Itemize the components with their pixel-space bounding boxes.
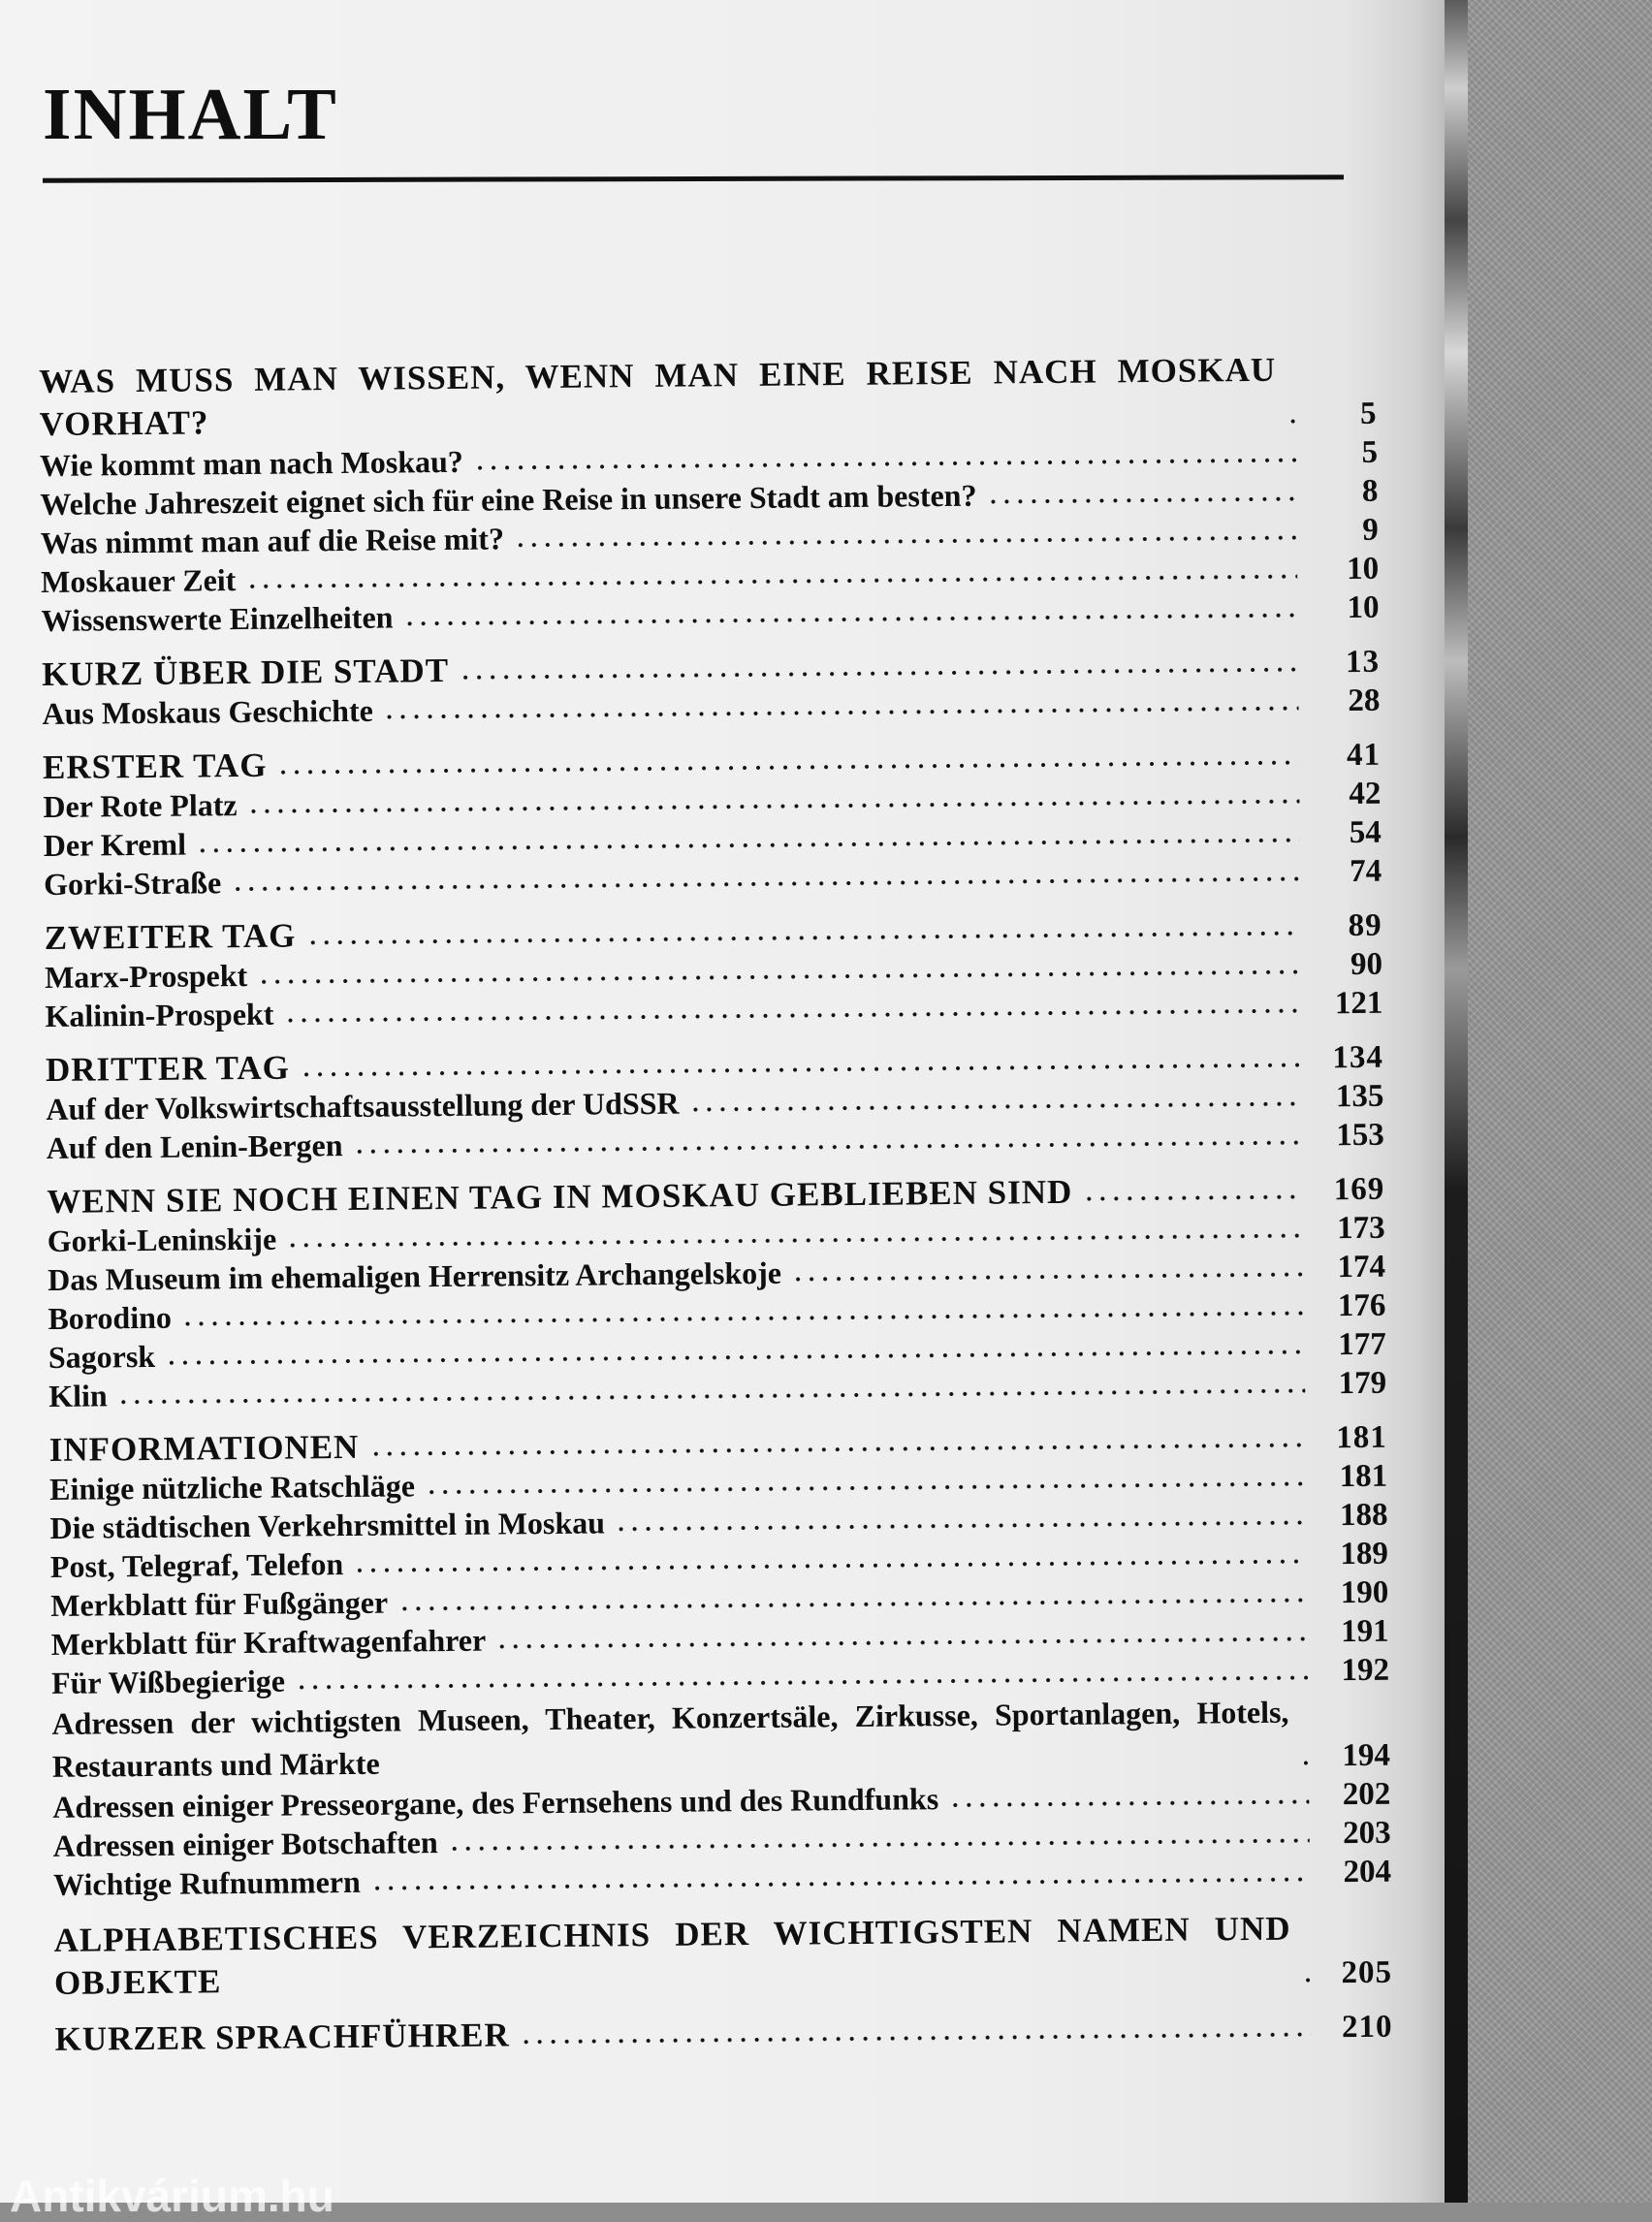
toc-entry-label: Merkblatt für Fußgänger xyxy=(50,1584,389,1623)
dot-leader xyxy=(295,1673,1308,1691)
toc-page-number: 89 xyxy=(1348,907,1382,944)
toc-page-number: 177 xyxy=(1338,1326,1386,1363)
toc-entry-label: INFORMATIONEN xyxy=(48,1427,360,1469)
dot-leader xyxy=(425,1480,1306,1497)
dot-leader xyxy=(689,1100,1303,1114)
toc-entry-label: Das Museum im ehemaligen Herrensitz Archangelskoje xyxy=(47,1254,782,1297)
toc-page-number: 13 xyxy=(1345,644,1381,681)
toc-page-number: 181 xyxy=(1336,1419,1387,1456)
dot-leader xyxy=(987,495,1297,506)
toc-entry-label: WAS MUSS MAN WISSEN, WENN MAN EINE REISE NACH MOSKAU VORHAT? xyxy=(39,350,1277,443)
dot-leader xyxy=(615,1519,1307,1534)
toc-entry-label: Die städtischen Verkehrsmittel in Moskau xyxy=(49,1505,606,1545)
table-of-contents xyxy=(39,348,1393,2059)
toc-entry-label: Der Rote Platz xyxy=(43,787,238,824)
toc-entry-label: Gorki-Leninskije xyxy=(47,1221,277,1258)
toc-page-number: 10 xyxy=(1346,551,1380,587)
toc-page-number: 121 xyxy=(1334,985,1383,1022)
toc-entry-label: ALPHABETISCHES VERZEICHNIS DER WICHTIGSTEN NAMEN UND OBJEKTE xyxy=(53,1909,1291,2002)
toc-page-number: 134 xyxy=(1332,1039,1384,1076)
toc-entry-label: Wie kommt man nach Moskau? xyxy=(39,443,463,483)
dot-leader xyxy=(353,1558,1307,1574)
toc-page-number: 181 xyxy=(1339,1458,1388,1495)
dot-leader xyxy=(520,2030,1312,2046)
toc-page-number: 203 xyxy=(1342,1815,1391,1852)
toc-entry-label: Gorki-Straße xyxy=(44,865,222,902)
dot-leader xyxy=(383,705,1299,721)
toc-page-number: 174 xyxy=(1337,1249,1386,1286)
toc-page-number: 179 xyxy=(1338,1365,1387,1402)
dot-leader xyxy=(495,1635,1308,1650)
dot-leader xyxy=(305,930,1300,947)
toc-entry-label: ZWEITER TAG xyxy=(44,916,297,957)
toc-entry-label: Welche Jahreszeit eignet sich für eine Reise in unsere Stadt am besten? xyxy=(40,477,977,522)
toc-page-number: 8 xyxy=(1361,473,1379,509)
dot-leader xyxy=(473,457,1296,472)
toc-entry-label: Moskauer Zeit xyxy=(41,562,237,599)
toc-entry-label: WENN SIE NOCH EINEN TAG IN MOSKAU GEBLIEBEN SIND xyxy=(47,1172,1073,1221)
dot-leader xyxy=(117,1387,1306,1407)
toc-page-number: 189 xyxy=(1340,1536,1389,1572)
toc-entry-label: Adressen einiger Presseorgane, des Fernsehens und des Rundfunks xyxy=(52,1781,939,1825)
dot-leader xyxy=(353,1139,1303,1156)
dot-leader xyxy=(196,837,1300,855)
dot-leader xyxy=(1287,418,1296,426)
dot-leader xyxy=(247,798,1300,815)
toc-entry-label: Klin xyxy=(48,1378,108,1413)
dot-leader xyxy=(1301,1976,1311,1984)
toc-page-number: 135 xyxy=(1335,1078,1384,1115)
dot-leader xyxy=(514,534,1297,550)
toc-page-number: 90 xyxy=(1350,946,1383,983)
dot-leader xyxy=(283,1007,1301,1025)
toc-entry-label: Adressen einiger Botschaften xyxy=(52,1825,438,1863)
toc-page-number: 190 xyxy=(1340,1574,1389,1611)
toc-entry-label: Marx-Prospekt xyxy=(44,957,248,995)
toc-page-number: 192 xyxy=(1341,1652,1390,1689)
dot-leader xyxy=(165,1349,1305,1367)
toc-entry-label: Der Kreml xyxy=(43,826,187,863)
toc-section-heading xyxy=(53,1907,1392,2005)
dot-leader xyxy=(181,1310,1305,1328)
dot-leader xyxy=(231,875,1300,894)
toc-entry-label: Merkblatt für Kraftwagenfahrer xyxy=(50,1622,487,1662)
dot-leader xyxy=(397,1597,1307,1613)
toc-page-number: 41 xyxy=(1346,737,1382,774)
toc-page-number: 210 xyxy=(1341,2009,1393,2046)
toc-entry xyxy=(51,1690,1390,1788)
dot-leader xyxy=(300,1062,1302,1079)
toc-entry-label: Wichtige Rufnummern xyxy=(52,1863,361,1902)
toc-page-number: 5 xyxy=(1361,434,1379,470)
toc-entry-label: KURZER SPRACHFÜHRER xyxy=(54,2016,510,2058)
page-title: INHALT xyxy=(43,74,338,155)
toc-page-number: 153 xyxy=(1336,1117,1384,1154)
dot-leader xyxy=(286,1232,1304,1250)
toc-page-number: 202 xyxy=(1342,1776,1391,1813)
toc-entry-label: Aus Moskaus Geschichte xyxy=(42,692,374,731)
toc-page-number: 28 xyxy=(1348,682,1381,719)
dot-leader xyxy=(403,612,1298,628)
toc-page-number: 173 xyxy=(1336,1210,1385,1247)
toc-entry-label: Kalinin-Prospekt xyxy=(45,996,274,1033)
toc-entry-label: Einige nützliche Ratschläge xyxy=(49,1468,416,1507)
title-underline xyxy=(43,175,1344,183)
dot-leader xyxy=(370,1875,1310,1891)
dot-leader xyxy=(1082,1193,1303,1203)
toc-page-number: 54 xyxy=(1349,814,1382,851)
toc-page-number: 205 xyxy=(1341,1954,1393,1991)
toc-page-number: 9 xyxy=(1362,512,1379,548)
toc-entry-label: ERSTER TAG xyxy=(42,746,268,786)
toc-entry-label: Borodino xyxy=(48,1299,173,1336)
toc-entry-label: Wissenswerte Einzelheiten xyxy=(41,599,394,638)
toc-entry-label: Post, Telegraf, Telefon xyxy=(49,1546,344,1584)
toc-entry-label: Auf der Volkswirtschaftsausstellung der UdSSR xyxy=(46,1085,680,1127)
dot-leader xyxy=(459,666,1298,682)
toc-page-number: 10 xyxy=(1347,589,1380,626)
toc-entry-label: KURZ ÜBER DIE STADT xyxy=(41,651,450,693)
toc-entry-label: Für Wißbegierige xyxy=(50,1663,286,1700)
dot-leader xyxy=(257,968,1301,986)
toc-entry-label: Auf den Lenin-Bergen xyxy=(46,1127,343,1165)
toc-page-number: 74 xyxy=(1349,853,1382,890)
toc-page-number: 176 xyxy=(1337,1287,1386,1324)
dot-leader xyxy=(368,1442,1305,1458)
toc-page-number: 204 xyxy=(1343,1854,1392,1890)
dot-leader xyxy=(791,1271,1304,1284)
watermark-text: Antikvárium.hu xyxy=(10,2171,334,2221)
toc-page-number: 191 xyxy=(1340,1613,1389,1650)
dot-leader xyxy=(948,1797,1309,1809)
dot-leader xyxy=(276,759,1299,777)
toc-entry-label: Was nimmt man auf die Reise mit? xyxy=(40,521,505,560)
toc-page-number: 42 xyxy=(1349,776,1382,812)
toc-page-number: 169 xyxy=(1333,1171,1385,1208)
toc-entry-label: DRITTER TAG xyxy=(45,1048,291,1089)
toc-page-number: 5 xyxy=(1359,396,1378,431)
toc-section-heading xyxy=(39,348,1378,446)
dot-leader xyxy=(245,573,1297,590)
toc-page-number: 188 xyxy=(1339,1497,1388,1534)
toc-entry-label: Sagorsk xyxy=(48,1338,156,1375)
dot-leader xyxy=(448,1836,1310,1853)
toc-entry-label: Adressen der wichtigsten Museen, Theater, Konzertsäle, Zirkusse, Sportanlagen, Hotels, Restaurants und Märkte xyxy=(51,1694,1289,1784)
toc-page-number: 194 xyxy=(1342,1737,1391,1774)
dot-leader xyxy=(1299,1759,1309,1766)
